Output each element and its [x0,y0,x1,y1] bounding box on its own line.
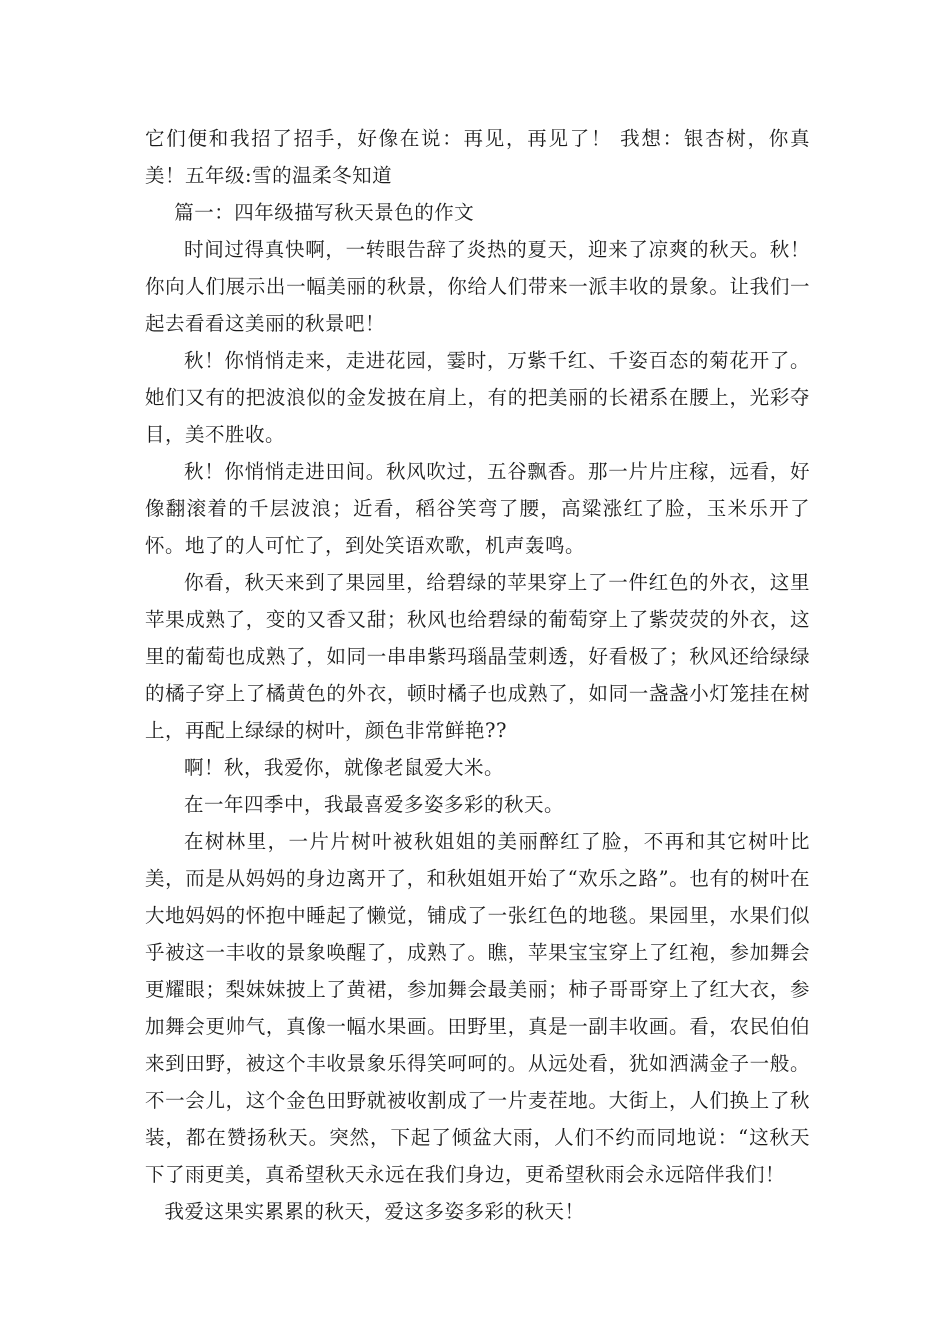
paragraph-garden: 秋！你悄悄走来，走进花园，霎时，万紫千红、千姿百态的菊花开了。她们又有的把波浪似的金发披在肩上，有的把美丽的长裙系在腰上，光彩夺目，美不胜收。 [145,349,810,446]
paragraph-intro: 时间过得真快啊，一转眼告辞了炎热的夏天，迎来了凉爽的秋天。秋！你向人们展示出一幅美丽的秋景，你给人们带来一派丰收的景象。让我们一起去看看这美丽的秋景吧！ [145,238,810,335]
paragraph-exclamation: 啊！秋，我爱你，就像老鼠爱大米。 [184,756,505,779]
paragraph-fields: 秋！你悄悄走进田间。秋风吹过，五谷飘香。那一片片庄稼，远看，好像翻滚着的千层波浪；近看，稻谷笑弯了腰，高粱涨红了脸，玉米乐开了怀。地了的人可忙了，到处笑语欢歌，机声轰鸣。 [145,460,810,557]
paragraph-forest: 在树林里，一片片树叶被秋姐姐的美丽醉红了脸，不再和其它树叶比美，而是从妈妈的身边离开了，和秋姐姐开始了“欢乐之路”。也有的树叶在大地妈妈的怀抱中睡起了懒觉，铺成了一张红色的地毯。果园里，水果们似乎被这一丰收的景象唤醒了，成熟了。瞧，苹果宝宝穿上了红袍，参加舞会更耀眼；梨妹妹披上了黄裙，参加舞会最美丽；柿子哥哥穿上了红大衣，参加舞会更帅气，真像一幅水果画。田野里，真是一副丰收画。看，农民伯伯来到田野，被这个丰收景象乐得笑呵呵的。从远处看，犹如洒满金子一般。不一会儿，这个金色田野就被收割成了一片麦茬地。大街上，人们换上了秋装，都在赞扬秋天。突然，下起了倾盆大雨，人们不约而同地说：“这秋天下了雨更美，真希望秋天永远在我们身边，更希望秋雨会永远陪伴我们！ [145,830,810,1186]
paragraph-four-seasons: 在一年四季中，我最喜爱多姿多彩的秋天。 [184,793,565,816]
paragraph-orchard: 你看，秋天来到了果园里，给碧绿的苹果穿上了一件红色的外衣，这里苹果成熟了，变的又香又甜；秋风也给碧绿的葡萄穿上了紫荧荧的外衣，这里的葡萄也成熟了，如同一串串紫玛瑙晶莹刺透，好看极了；秋风还给绿绿的橘子穿上了橘黄色的外衣，顿时橘子也成熟了，如同一盏盏小灯笼挂在树上，再配上绿绿的树叶，颜色非常鲜艳?? [145,571,810,742]
document-body [145,120,810,1230]
section-heading: 篇一：四年级描写秋天景色的作文 [174,201,475,224]
paragraph-previous-ending: 它们便和我招了招手，好像在说：再见，再见了！ 我想：银杏树，你真美！五年级:雪的温柔冬知道 [145,127,810,187]
paragraph-closing: 我爱这果实累累的秋天，爱这多姿多彩的秋天！ [164,1200,585,1223]
